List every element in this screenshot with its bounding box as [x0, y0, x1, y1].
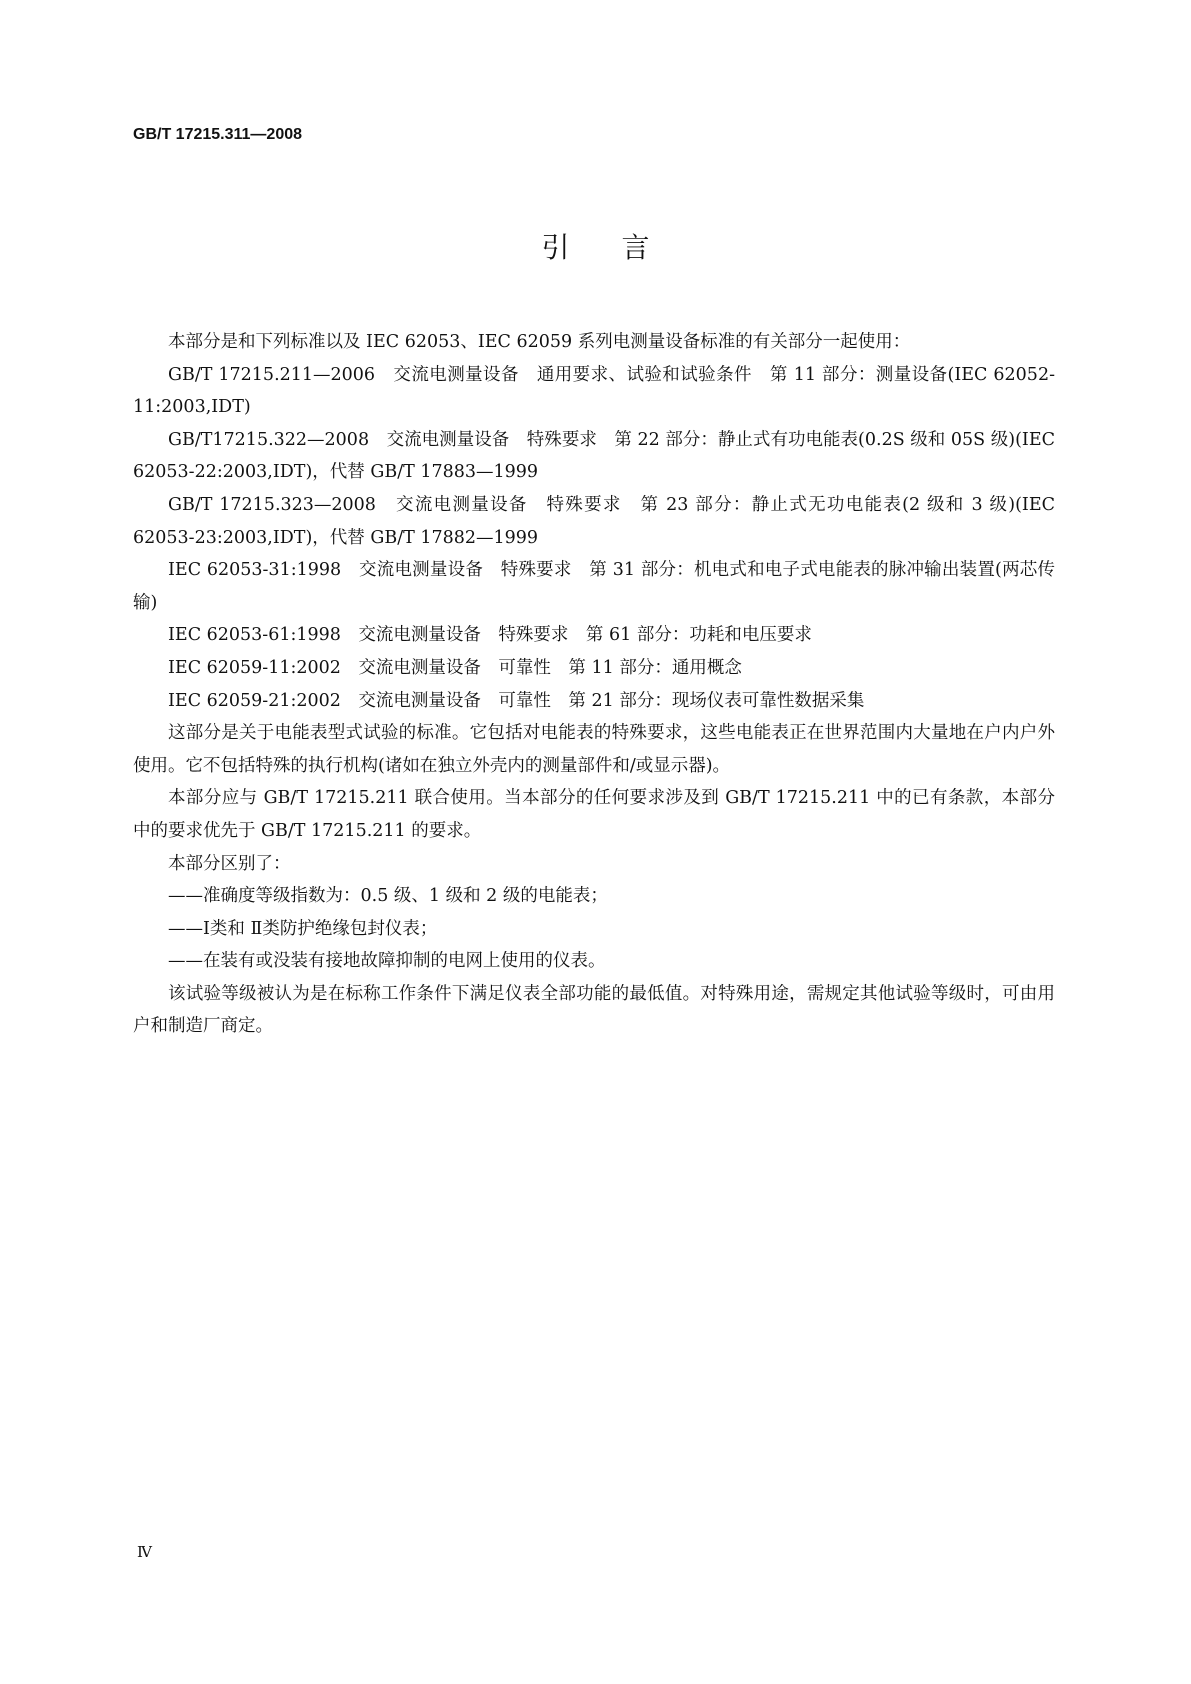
paragraph-reference-2: GB/T17215.322—2008 交流电测量设备 特殊要求 第 22 部分：静止式有功电能表(0.2S 级和 05S 级)(IEC 62053-22:2003,IDT)，代替 GB/T 17883—1999 [133, 429, 1055, 483]
paragraph-reference-7: IEC 62059-21:2002 交流电测量设备 可靠性 第 21 部分：现场仪表可靠性数据采集 [168, 690, 865, 711]
paragraph-scope: 这部分是关于电能表型式试验的标准。它包括对电能表的特殊要求，这些电能表正在世界范围内大量地在户内户外使用。它不包括特殊的执行机构(诸如在独立外壳内的测量部件和/或显示器)。 [133, 723, 1055, 776]
page-title: 引言 [541, 231, 702, 264]
document-body [133, 326, 1055, 1043]
paragraph-reference-1: GB/T 17215.211—2006 交流电测量设备 通用要求、试验和试验条件 第 11 部分：测量设备(IEC 62052-11:2003,IDT) [133, 364, 1055, 418]
paragraph-distinguish: 本部分区别了： [168, 853, 291, 874]
list-item-grid: ——在装有或没装有接地故障抑制的电网上使用的仪表。 [168, 951, 606, 972]
list-item-protection-class: ——Ⅰ类和 Ⅱ类防护绝缘包封仪表； [168, 918, 438, 939]
paragraph-usage: 本部分应与 GB/T 17215.211 联合使用。当本部分的任何要求涉及到 GB/T 17215.211 中的已有条款，本部分中的要求优先于 GB/T 17215.211 的要求。 [133, 788, 1055, 841]
list-item-accuracy: ——准确度等级指数为：0.5 级、1 级和 2 级的电能表； [168, 886, 608, 907]
document-header-standard-number: GB/T 17215.311—2008 [133, 126, 303, 143]
paragraph-reference-4: IEC 62053-31:1998 交流电测量设备 特殊要求 第 31 部分：机电式和电子式电能表的脉冲输出装置(两芯传输) [133, 560, 1055, 613]
paragraph-reference-6: IEC 62059-11:2002 交流电测量设备 可靠性 第 11 部分：通用概念 [168, 657, 742, 678]
page-number: Ⅳ [137, 1543, 152, 1561]
paragraph-intro: 本部分是和下列标准以及 IEC 62053、IEC 62059 系列电测量设备标准的有关部分一起使用： [168, 332, 911, 352]
paragraph-test-level: 该试验等级被认为是在标称工作条件下满足仪表全部功能的最低值。对特殊用途，需规定其他试验等级时，可由用户和制造厂商定。 [133, 983, 1055, 1037]
paragraph-reference-5: IEC 62053-61:1998 交流电测量设备 特殊要求 第 61 部分：功耗和电压要求 [168, 625, 812, 646]
paragraph-reference-3: GB/T 17215.323—2008 交流电测量设备 特殊要求 第 23 部分：静止式无功电能表(2 级和 3 级)(IEC 62053-23:2003,IDT)，代替 GB/T 17882—1999 [133, 494, 1055, 548]
